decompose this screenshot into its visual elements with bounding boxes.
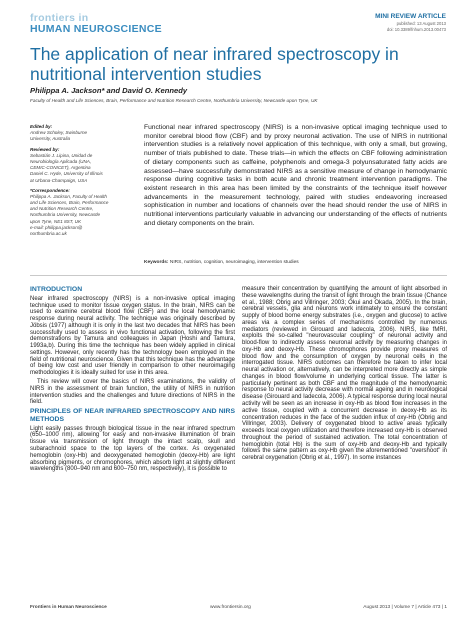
journal-logo-top: frontiers in xyxy=(30,12,89,24)
correspondence-value: Philippa A. Jackson, Faculty of Health and Life Sciences, Brain, Performance and Nutrition Research Centre, Northumbria University, Newcastle upon Tyne, NE1 8ST, UK e-mail: philippa.jackson@ northumbria.ac.uk xyxy=(30,193,109,236)
published-date: published: 13 August 2013 xyxy=(396,21,446,26)
reviewed-by-label: Reviewed by: xyxy=(30,146,60,152)
principles-paragraph-1: Light easily passes through biological tissue in the near infrared spectrum (650–1000 nm), allowing for easy and non-invasive illumination of brain tissue via transmission of light through the intact scalp, skull and subarachnoid space to the top layers of the cortex. As oxygenated hemoglobin (oxy-Hb) and deoxygenated hemoglobin (deoxy-Hb) are light absorbing pigments, or chromophores, which absorb light at slightly different wavelengths (800–940 nm and 600–750 nm, respectively), it is possible to xyxy=(30,425,235,473)
edited-by-value: Andrew Scholey, Swinburne University, Australia xyxy=(30,130,88,142)
footer-journal: Frontiers in Human Neuroscience xyxy=(30,605,107,610)
editor-sidebar xyxy=(30,124,130,237)
footer-url[interactable]: www.frontiersin.org xyxy=(210,605,251,610)
journal-logo xyxy=(30,13,200,34)
introduction-heading: INTRODUCTION xyxy=(30,286,83,293)
right-paragraph-1: measure their concentration by quantifying the amount of light absorbed in these wavelengths during the transit of light through the brain tissue (Chance et al., 1988; Obrig and Villringer, 2003; Okui and Okada, 2005). In the brain, cerebral vessels, glia and neurons work intimately to ensure the constant supply of blood borne energy substrates (i.e., oxygen and glucose) to active areas via a complex series of mechanisms controlled by numerous mediators (reviewed in Girouard and Iadecola, 2006). NIRS, like fMRI, exploits the so-called "neurovascular coupling" of neuronal activity and blood-flow to indirectly assess neuronal activity by measuring changes in oxy-Hb and deoxy-Hb. These chromophores provide proxy measures of blood flow and the consumption of oxygen by neuronal cells in the interrogated tissue. NIRS outcomes can therefore be taken to infer local neural activation or, alternatively, can be interpreted more directly as simple changes in blood flow/volume in underlying cortical tissue. The latter is particularly pertinent as both CBF and the magnitude of the hemodynamic response to neural activity decrease with normal ageing and in neurological disease (Girouard and Iadecola, 2006). A typical response during local neural activity will be seen as an increase in oxy-Hb as blood flow increases in the active tissue, coupled with a concurrent decrease in deoxy-Hb as its concentration reduces in the face of the sudden influx of oxy-Hb (Obrig and Villringer, 2003). Delivery of oxygenated blood to active areas typically exceeds local oxygen utilization and therefore increased oxy-Hb is observed throughout the period of sustained activation. The total concentration of hemoglobin (total Hb) is the sum of oxy-Hb and deoxy-Hb and typically follows the same pattern as oxy-Hb given the aforementioned "overshoot" in cerebral oxygenation (Obrig et al., 1997). In some instances xyxy=(242,286,447,462)
keywords-label: Keywords: xyxy=(144,260,169,265)
intro-paragraph-2: This review will cover the basics of NIRS examinations, the validity of NIRS in the assessment of brain function, the utility of NIRS in nutrition intervention studies and the challenges and future directions of NIRS in the field. xyxy=(30,379,235,406)
reviewed-by-value: Sebastián J. Lipina, Unidad de Neurobiología Aplicada (UNA, CEMIC-CONICET), Argentina Daniel C. Hyde, University of Illinois at Urbana-Champaign, USA xyxy=(30,152,103,183)
intro-paragraph-1: Near infrared spectroscopy (NIRS) is a non-invasive optical imaging technique used to monitor tissue oxygen status. In the brain, NIRS can be used to examine cerebral blood flow (CBF) and the local hemodynamic response during neural activity. The technique was originally described by Jöbsis (1977) although it is only in the last two decades that NIRS has been successfully used to assess in vivo functional activation, following the first demonstrations by Tamura and colleagues in Japan (Hoshi and Tamura, 1993a,b). During this time the technique has been widely applied in clinical settings. However, only recently has the technology been employed in the field of nutritional neuroscience. Given that this technique has the advantage of being low cost and user friendly in comparison to other neuroimaging methodologies it is ideally suited for use in this area. xyxy=(30,295,235,377)
doi[interactable]: doi: 10.3389/fnhum.2013.00473 xyxy=(386,26,446,32)
article-title: The application of near infrared spectroscopy in nutritional intervention studies xyxy=(30,44,399,85)
authors: Philippa A. Jackson* and David O. Kennedy xyxy=(30,86,188,95)
abstract: Functional near infrared spectroscopy (NIRS) is a non-invasive optical imaging technique used to monitor cerebral blood flow (CBF) and by proxy neuronal activation. The use of NIRS in nutritional intervention studies is a relatively novel application of this technique, with only a small, but growing, number of trials published to date. These trials—in which the effects on CBF following administration of dietary components such as caffeine, polyphenols and omega-3 polyunsaturated fatty acids are assessed—have successfully demonstrated NIRS as a sensitive measure of change in hemodynamic response during cognitive tasks in both acute and chronic treatment intervention paradigms. The existent research in this area has been limited by the constraints of the technique itself however advancements in the measurement technology, paired with studies endeavoring increased sophistication in number and locations of channels over the head should render the use of NIRS in nutritional interventions particularly valuable in advancing our understanding of the effects of nutrients and dietary components on the brain. xyxy=(144,124,447,227)
correspondence-label: *Correspondence: xyxy=(30,187,70,193)
footer-issue: August 2013 | Volume 7 | Article 473 | 1 xyxy=(363,605,447,610)
publication-info xyxy=(387,21,446,32)
edited-by-label: Edited by: xyxy=(30,124,53,129)
left-column xyxy=(30,286,235,475)
article-type: MINI REVIEW ARTICLE xyxy=(375,13,446,20)
keywords xyxy=(144,260,447,265)
affiliation: Faculty of Health and Life Sciences, Brain, Performance and Nutrition Research Centre, Northumbria University, Newcastle upon Tyne, UK xyxy=(30,98,318,103)
section-divider xyxy=(30,275,447,276)
right-column xyxy=(242,286,447,464)
principles-heading: PRINCIPLES OF NEAR INFRARED SPECTROSCOPY AND NIRS METHODS xyxy=(30,408,235,423)
keywords-list: NIRS, nutrition, cognition, neuroimaging, intervention studies xyxy=(169,260,299,265)
journal-logo-bottom: HUMAN NEUROSCIENCE xyxy=(30,22,162,35)
